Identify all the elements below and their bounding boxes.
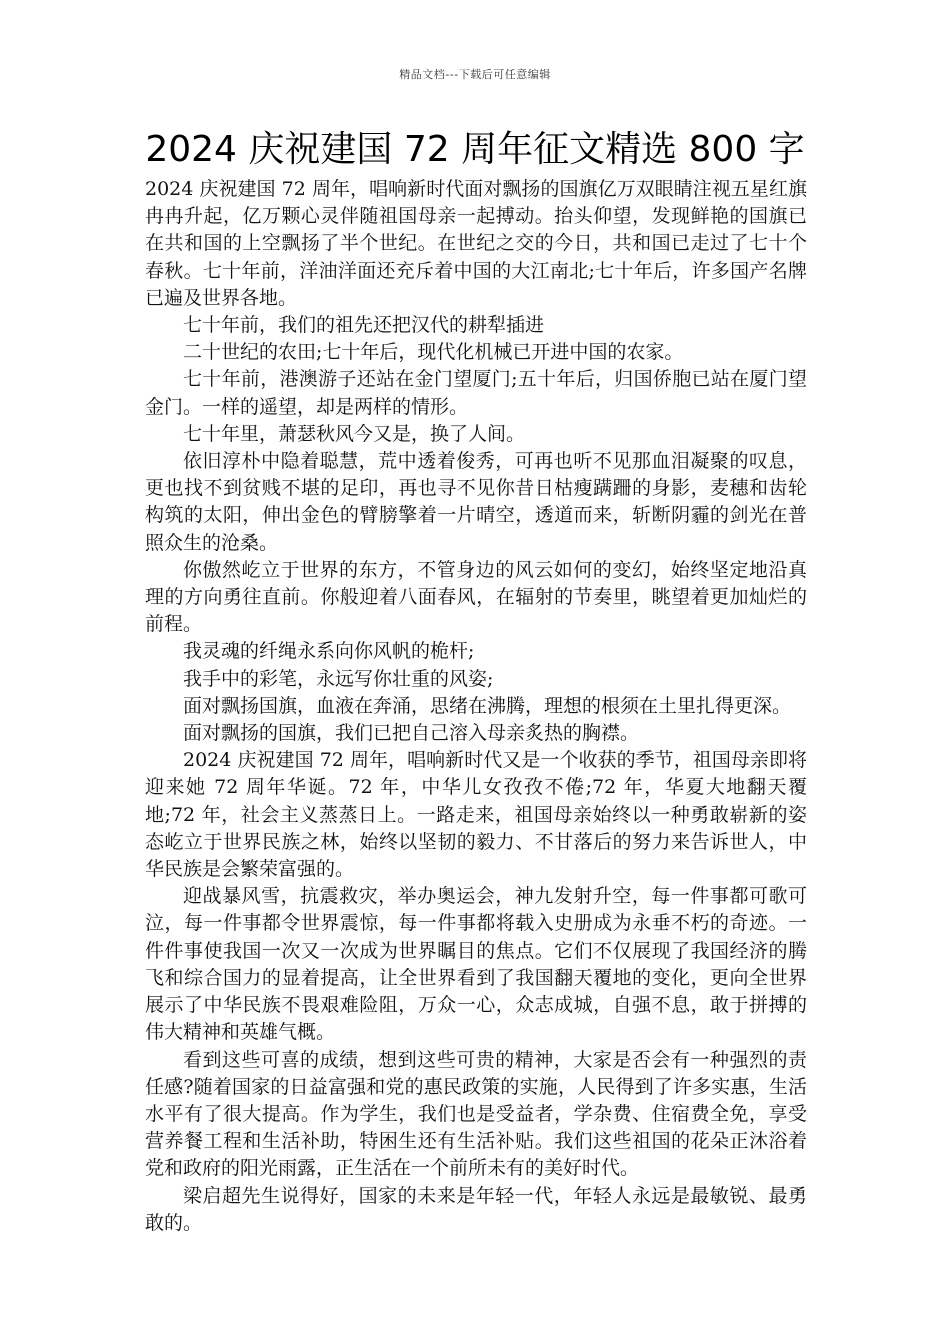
paragraph: 梁启超先生说得好，国家的未来是年轻一代，年轻人永远是最敏锐、最勇敢的。 [145,1184,807,1234]
paragraph: 依旧淳朴中隐着聪慧，荒中透着俊秀，可再也听不见那血泪凝聚的叹息，更也找不到贫贱不堪的足印，再也寻不见你昔日枯瘦蹒跚的身影，麦穗和齿轮构筑的太阳，伸出金色的臂膀擎着一片晴空，透道而来，斩断阴霾的剑光在普照众生的沧桑。 [145,450,807,554]
paragraph: 二十世纪的农田;七十年后，现代化机械已开进中国的农家。 [183,341,684,364]
paragraph: 迎战暴风雪，抗震救灾，举办奥运会，神九发射升空，每一件事都可歌可泣，每一件事都令世界震惊，每一件事都将载入史册成为永垂不朽的奇迹。一件件事使我国一次又一次成为世界瞩目的焦点。它们不仅展现了我国经济的腾飞和综合国力的显着提高，让全世界看到了我国翻天覆地的变化，更向全世界展示了中华民族不畏艰难险阻，万众一心，众志成城，自强不息，敢于拼搏的伟大精神和英雄气概。 [145,885,807,1044]
paragraph: 七十年前，我们的祖先还把汉代的耕犁插进 [183,314,545,337]
paragraph: 七十年里，萧瑟秋风今又是，换了人间。 [183,422,526,445]
paragraph: 看到这些可喜的成绩，想到这些可贵的精神，大家是否会有一种强烈的责任感?随着国家的日益富强和党的惠民政策的实施，人民得到了许多实惠，生活水平有了很大提高。作为学生，我们也是受益者，学杂费、住宿费全免，享受营养餐工程和生活补助，特困生还有生活补贴。我们这些祖国的花朵正沐浴着党和政府的阳光雨露，正生活在一个前所未有的美好时代。 [145,1048,807,1180]
paragraph: 我灵魂的纤绳永系向你风帆的桅杆; [183,640,475,663]
paragraph: 2024 庆祝建国 72 周年，唱响新时代又是一个收获的季节，祖国母亲即将迎来她 72 周年华诞。72 年，中华儿女孜孜不倦;72 年，华夏大地翻天覆地;72 年，社会主义蒸蒸日上。一路走来，祖国母亲始终以一种勇敢崭新的姿态屹立于世界民族之林，始终以坚韧的毅力、不甘落后的努力来告诉世人，中华民族是会繁荣富强的。 [145,749,807,881]
document-title: 2024 庆祝建国 72 周年征文精选 800 字 [145,129,805,170]
paragraph: 面对飘扬的国旗，我们已把自己溶入母亲炙热的胸襟。 [183,722,640,745]
paragraph: 你傲然屹立于世界的东方，不管身边的风云如何的变幻，始终坚定地沿真理的方向勇往直前。你般迎着八面春风，在辐射的节奏里，眺望着更加灿烂的前程。 [145,558,807,636]
paragraph: 七十年前，港澳游子还站在金门望厦门;五十年后，归国侨胞已站在厦门望金门。一样的遥望，却是两样的情形。 [145,368,807,418]
page-header: 精品文档---下载后可任意编辑 [399,68,551,81]
document-body [145,176,807,1237]
paragraph: 我手中的彩笔，永远写你壮重的风姿; [183,667,494,690]
paragraph: 面对飘扬国旗，血液在奔涌，思绪在沸腾，理想的根须在土里扎得更深。 [183,694,792,717]
paragraph: 2024 庆祝建国 72 周年，唱响新时代面对飘扬的国旗亿万双眼睛注视五星红旗冉冉升起，亿万颗心灵伴随祖国母亲一起搏动。抬头仰望，发现鲜艳的国旗已在共和国的上空飘扬了半个世纪。在世纪之交的今日，共和国已走过了七十个春秋。七十年前，洋油洋面还充斥着中国的大江南北;七十年后，许多国产名牌已遍及世界各地。 [145,178,807,309]
